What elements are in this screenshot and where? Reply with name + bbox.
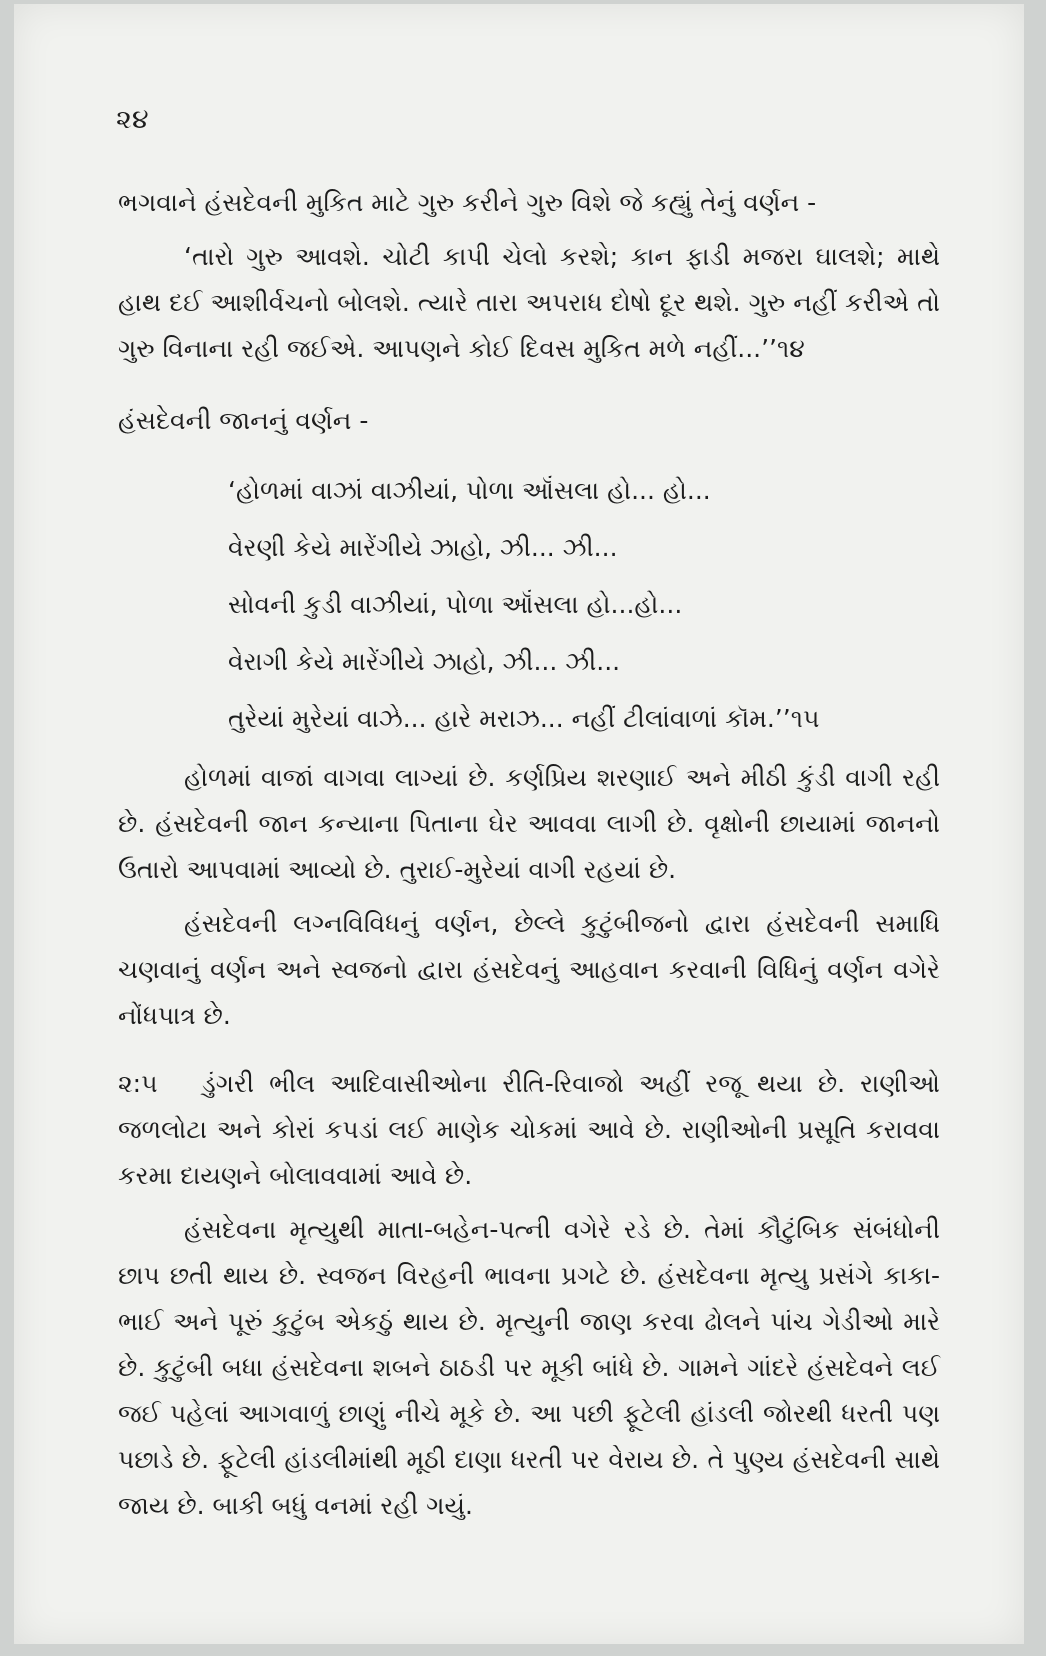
paragraph: હોળમાં વાજાં વાગવા લાગ્યાં છે. કર્ણપ્રિય શરણાઈ અને મીઠી કુંડી વાગી રહી છે. હંસદેવની જાન કન્યાના પિતાના ઘેર આવવા લાગી છે. વૃક્ષોની છાયામાં જાનનો ઉતારો આપવામાં આવ્યો છે. તુરાઈ-મુરેયાં વાગી રહયાં છે. — [118, 763, 940, 884]
page-number: ૨૪ — [116, 104, 149, 135]
intro-line: ભગવાને હંસદેવની મુકિત માટે ગુરુ કરીને ગુરુ વિશે જે કહ્યું તેનું વર્ણન - — [118, 188, 817, 217]
verse-line: વેરાગી કેયે મારેંગીયે ઝાહો, ઝી... ઝી... — [228, 647, 621, 676]
section-text: ડુંગરી ભીલ આદિવાસીઓના રીતિ-રિવાજો અહીં રજૂ થયા છે. રાણીઓ જળલોટા અને કોરાં કપડાં લઈ માણેક ચોકમાં આવે છે. રાણીઓની પ્રસૂતિ કરાવવા કરમા દાયણને બોલાવવામાં આવે છે. — [118, 1069, 940, 1190]
paragraph: હંસદેવની લગ્નવિવિધનું વર્ણન, છેલ્લે કુટુંબીજનો દ્વારા હંસદેવની સમાધિ ચણવાનું વર્ણન અને સ્વજનો દ્વારા હંસદેવનું આહવાન કરવાની વિધિનું વર્ણન વગેરે નોંધપાત્ર છે. — [118, 909, 940, 1030]
book-page — [14, 4, 1024, 1644]
folk-song-verse — [228, 462, 940, 747]
section-number: ૨:૫ — [118, 1069, 158, 1098]
verse-line: વેરણી કેયે મારેંગીયે ઝાહો, ઝી... ઝી... — [228, 533, 618, 562]
verse-line: સોવની કુડી વાઝીયાં, પોળા ઑંસલા હો...હો... — [228, 590, 683, 619]
verse-line: ‘હોળમાં વાઝાં વાઝીયાં, પોળા ઑંસલા હો... હો... — [228, 476, 711, 505]
paragraph: હંસદેવના મૃત્યુથી માતા-બહેન-પત્ની વગેરે રડે છે. તેમાં કૌટુંબિક સંબંધોની છાપ છતી થાય છે. સ્વજન વિરહની ભાવના પ્રગટે છે. હંસદેવના મૃત્યુ પ્રસંગે કાકા-ભાઈ અને પૂરું કુટુંબ એકઠું થાય છે. મૃત્યુની જાણ કરવા ઢોલને પાંચ ગેડીઓ મારે છે. કુટુંબી બધા હંસદેવના શબને ઠાઠડી પર મૂકી બાંધે છે. ગામને ગાંદરે હંસદેવને લઈ જઈ પહેલાં આગવાળું છાણું નીચે મૂકે છે. આ પછી ફૂટેલી હાંડલી જોરથી ધરતી પણ પછાડે છે. ફૂટેલી હાંડલીમાંથી મૂઠી દાણા ધરતી પર વેરાય છે. તે પુણ્ય હંસદેવની સાથે જાય છે. બાકી બધું વનમાં રહી ગયું. — [118, 1215, 940, 1520]
section-heading: હંસદેવની જાનનું વર્ણન - — [118, 406, 369, 435]
verse-line: તુરેયાં મુરેયાં વાઝે... હારે મરાઝ... નહીં ટીલાંવાળાં કૉમ.’’૧૫ — [228, 704, 820, 733]
page-body — [118, 180, 940, 1529]
guru-quote: ‘તારો ગુરુ આવશે. ચોટી કાપી ચેલો કરશે; કાન ફાડી મજરા ઘાલશે; માથે હાથ દઈ આશીર્વચનો બોલશે. ત્યારે તારા અપરાધ દોષો દૂર થશે. ગુરુ નહીં કરીએ તો ગુરુ વિનાના રહી જઈએ. આપણને કોઈ દિવસ મુકિત મળે નહીં...’’૧૪ — [118, 242, 940, 363]
numbered-section — [118, 1061, 940, 1199]
